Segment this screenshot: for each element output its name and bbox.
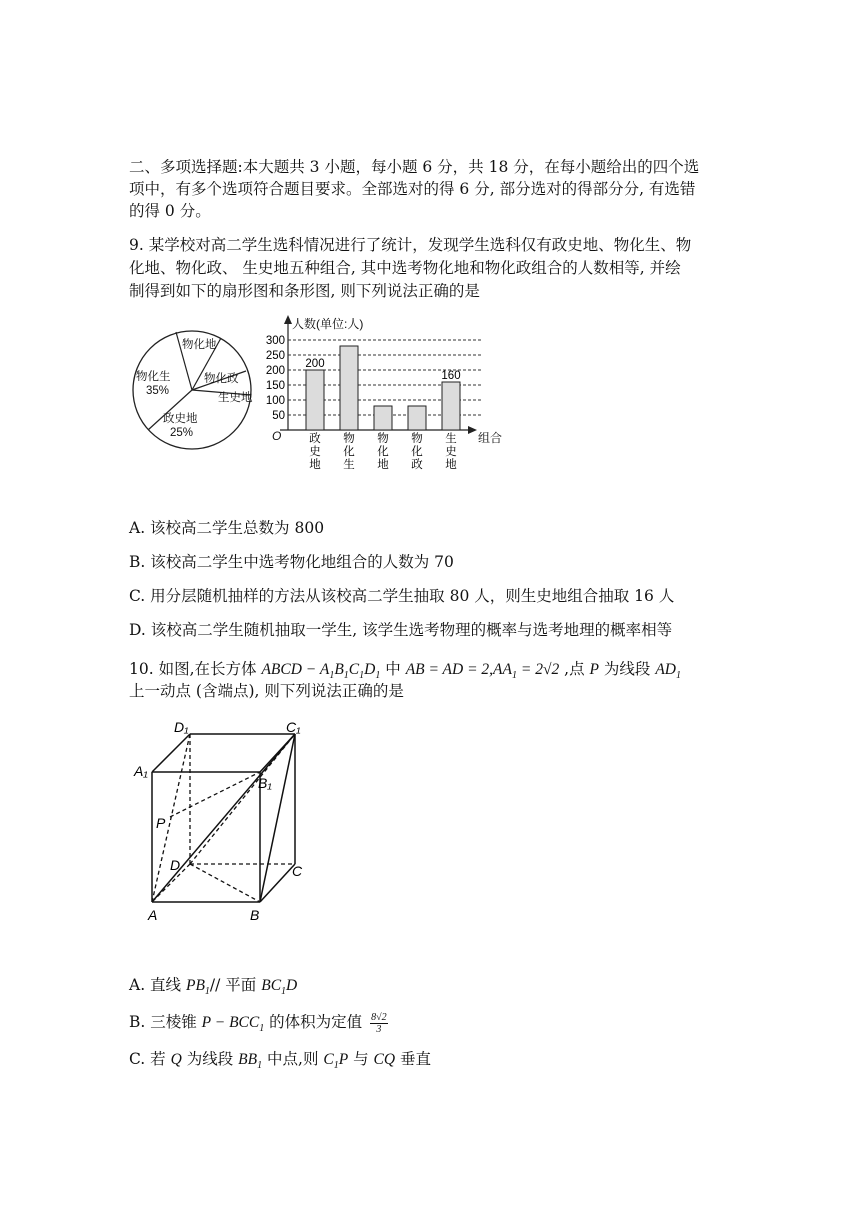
category-label-char: 物 bbox=[343, 433, 355, 445]
category-label-char: 地 bbox=[445, 459, 457, 470]
y-tick-label: 150 bbox=[265, 380, 285, 392]
q9-option-a: A. 该校高二学生总数为 800 bbox=[129, 519, 325, 537]
category-label-char: 地 bbox=[377, 459, 389, 470]
q10-stem-line-2: 上一动点 (含端点), 则下列说法正确的是 bbox=[129, 682, 404, 700]
x-axis-label: 组合 bbox=[478, 431, 503, 445]
y-tick-label: 300 bbox=[265, 335, 285, 347]
pie-label-zhengshidi-pct: 25% bbox=[170, 427, 194, 439]
vertex-label-a: A bbox=[148, 907, 158, 923]
category-label-char: 政 bbox=[309, 433, 321, 445]
vertex-label-d: D bbox=[170, 857, 181, 873]
q9-stem-line-3: 制得到如下的扇形图和条形图, 则下列说法正确的是 bbox=[129, 282, 480, 300]
y-tick-label: 250 bbox=[265, 350, 285, 362]
q10-stem-mid: 中 bbox=[380, 660, 406, 678]
category-label-char: 史 bbox=[445, 446, 457, 458]
q10-segment-ad1: $AD_1$ bbox=[655, 661, 681, 682]
q10-option-a: A. 直线 $PB_1//$ 平面 $BC_1D$ bbox=[129, 976, 298, 998]
q10-option-c: C. 若 Q 为线段 $BB_1$ 中点,则 $C_1P$ 与 CQ 垂直 bbox=[129, 1050, 432, 1072]
vertex-label-c: C bbox=[292, 863, 303, 879]
section-header-line-3: 的得 0 分。 bbox=[129, 202, 211, 220]
vertex-label-a1: A₁ bbox=[134, 763, 148, 779]
y-axis-label: 人数(单位:人) bbox=[292, 317, 364, 331]
y-tick-label: 200 bbox=[265, 365, 285, 377]
pie-label-wuhuazheng: 物化政 bbox=[204, 373, 239, 385]
category-label-char: 生 bbox=[445, 433, 457, 445]
category-label-char: 化 bbox=[377, 446, 389, 458]
section-header-line-1: 二、多项选择题:本大题共 3 小题，每小题 6 分，共 18 分，在每小题给出的四个选 bbox=[129, 158, 700, 176]
cuboid-figure bbox=[130, 712, 330, 927]
origin-label: O bbox=[272, 429, 282, 443]
q9-option-d: D. 该校高二学生随机抽取一学生, 该学生选考物理的概率与选考地理的概率相等 bbox=[129, 621, 673, 639]
pie-label-zhengshidi: 政史地 bbox=[163, 413, 198, 425]
category-label-char: 生 bbox=[343, 459, 355, 470]
bar-3 bbox=[408, 406, 426, 430]
q9-option-b: B. 该校高二学生中选考物化地组合的人数为 70 bbox=[129, 553, 454, 571]
q10-cuboid-name: ABCD − $A_1B_1C_1D_1$ bbox=[261, 661, 381, 682]
bar-0 bbox=[306, 370, 324, 430]
volume-fraction: $\frac{8√2}{3}$ bbox=[371, 1011, 387, 1035]
q10-stem-prefix: 10. 如图,在长方体 bbox=[129, 660, 262, 678]
category-label-char: 物 bbox=[377, 433, 389, 445]
category-label-char: 化 bbox=[411, 446, 423, 458]
category-label-char: 政 bbox=[411, 459, 423, 470]
bar-4 bbox=[442, 382, 460, 430]
section-header-line-2: 项中，有多个选项符合题目要求。全部选对的得 6 分, 部分选对的得部分分, 有选错 bbox=[129, 180, 696, 198]
y-tick-label: 50 bbox=[272, 410, 285, 422]
vertex-label-p: P bbox=[156, 815, 166, 831]
bar-data-label: 160 bbox=[441, 370, 461, 382]
pie-label-wuhuasheng-pct: 35% bbox=[146, 385, 170, 397]
vertex-label-c1: C₁ bbox=[286, 719, 301, 735]
pie-chart bbox=[130, 328, 258, 452]
category-label-char: 史 bbox=[309, 446, 321, 458]
bar-2 bbox=[374, 406, 392, 430]
category-label-char: 化 bbox=[343, 446, 355, 458]
pie-label-shengshidi: 生史地 bbox=[218, 392, 253, 404]
bar-data-label: 200 bbox=[305, 358, 325, 370]
x-axis-arrow bbox=[468, 426, 477, 434]
q10-stem-tail2: 为线段 bbox=[598, 660, 656, 678]
q10-condition: AB = AD = $2,AA_1 = 2√2$ bbox=[405, 661, 560, 682]
category-label-char: 物 bbox=[411, 433, 423, 445]
q9-stem-line-1: 9. 某学校对高二学生选科情况进行了统计，发现学生选科仅有政史地、物化生、物 bbox=[129, 236, 692, 254]
y-tick-label: 100 bbox=[265, 395, 285, 407]
pie-label-wuhuasheng: 物化生 bbox=[136, 371, 171, 383]
bar-chart bbox=[258, 310, 508, 470]
q9-stem-line-2: 化地、物化政、 生史地五种组合, 其中选考物化地和物化政组合的人数相等, 并绘 bbox=[129, 259, 681, 277]
bar-1 bbox=[340, 346, 358, 430]
vertex-label-b: B bbox=[250, 907, 260, 923]
q9-option-c: C. 用分层随机抽样的方法从该校高二学生抽取 80 人，则生史地组合抽取 16 人 bbox=[129, 587, 675, 605]
vertex-label-b1: B₁ bbox=[258, 775, 272, 791]
q10-point-p: P bbox=[589, 661, 599, 678]
pie-label-wuhuadi: 物化地 bbox=[182, 339, 217, 351]
q10-stem-tail: ,点 bbox=[559, 660, 590, 678]
q10-option-b: B. 三棱锥 $P - BCC_1$ 的体积为定值 $\frac{8√2}{3}$ bbox=[129, 1011, 387, 1035]
y-axis-arrow bbox=[284, 315, 292, 324]
vertex-label-d1: D₁ bbox=[174, 719, 189, 735]
category-label-char: 地 bbox=[309, 459, 321, 470]
